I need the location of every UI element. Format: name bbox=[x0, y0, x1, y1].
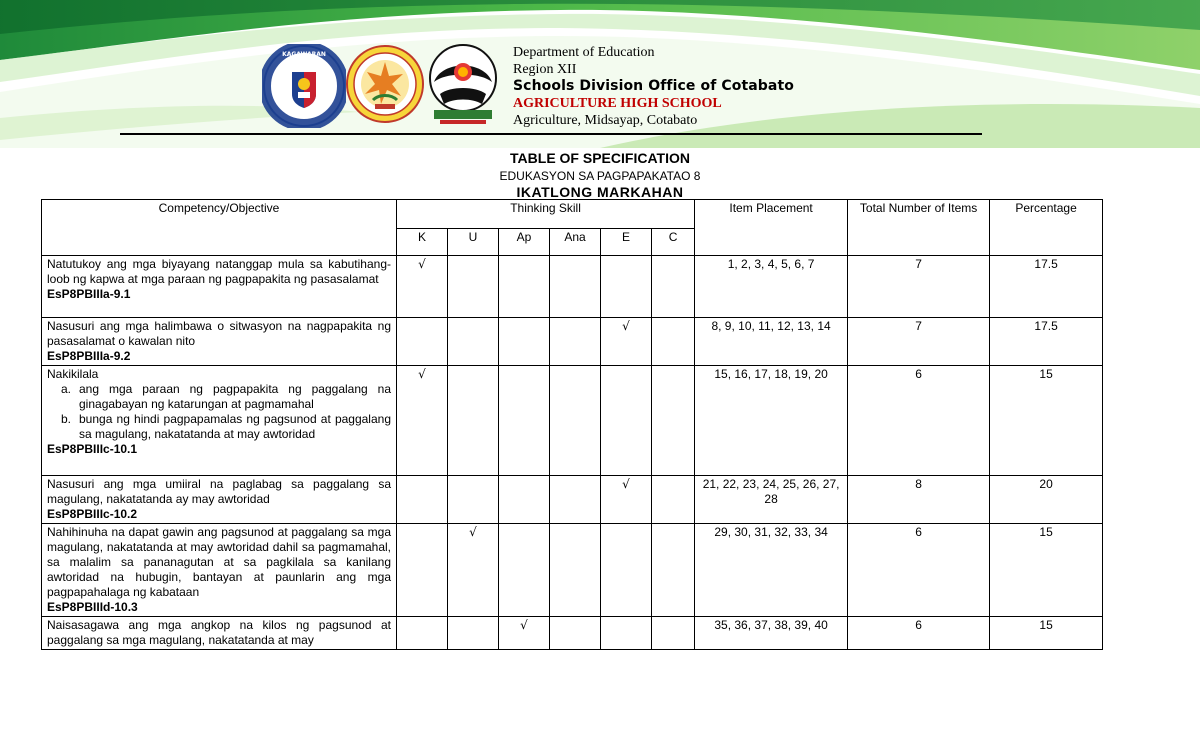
item-placement-cell: 35, 36, 37, 38, 39, 40 bbox=[695, 617, 848, 650]
total-items-cell: 6 bbox=[848, 366, 990, 476]
table-row bbox=[42, 617, 1103, 650]
header-percentage: Percentage bbox=[990, 200, 1103, 256]
item-placement-cell: 15, 16, 17, 18, 19, 20 bbox=[695, 366, 848, 476]
competency-code: EsP8PBIIIa-9.1 bbox=[47, 287, 131, 301]
header-thinking-skill: Thinking Skill bbox=[397, 200, 695, 229]
table-row bbox=[42, 524, 1103, 617]
check-mark: √ bbox=[397, 366, 448, 476]
list-marker: a. bbox=[61, 382, 72, 396]
skill-cell bbox=[652, 318, 695, 366]
percentage-cell: 17.5 bbox=[990, 318, 1103, 366]
competency-cell bbox=[42, 256, 397, 318]
department-name: Department of Education bbox=[513, 45, 655, 60]
item-placement-cell: 8, 9, 10, 11, 12, 13, 14 bbox=[695, 318, 848, 366]
competency-cell bbox=[42, 366, 397, 476]
table-row bbox=[42, 476, 1103, 524]
competency-cell bbox=[42, 318, 397, 366]
document-titles bbox=[0, 148, 1200, 200]
skill-cell bbox=[448, 617, 499, 650]
header-skill-c: C bbox=[652, 229, 695, 256]
skill-cell bbox=[550, 318, 601, 366]
skill-cell bbox=[397, 318, 448, 366]
percentage-cell: 15 bbox=[990, 366, 1103, 476]
competency-cell bbox=[42, 524, 397, 617]
item-placement-cell: 21, 22, 23, 24, 25, 26, 27, 28 bbox=[695, 476, 848, 524]
list-item bbox=[47, 382, 391, 412]
skill-cell bbox=[652, 256, 695, 318]
table-row bbox=[42, 366, 1103, 476]
skill-cell bbox=[550, 366, 601, 476]
competency-text: Naisasagawa ang mga angkop na kilos ng pagsunod at paggalang sa mga magulang, nakatatanda at may bbox=[47, 618, 391, 647]
total-items-cell: 7 bbox=[848, 256, 990, 318]
skill-cell bbox=[601, 256, 652, 318]
division-seal-icon bbox=[345, 44, 425, 124]
total-items-cell: 7 bbox=[848, 318, 990, 366]
skill-cell bbox=[448, 318, 499, 366]
skill-cell bbox=[499, 318, 550, 366]
letterhead bbox=[513, 44, 794, 129]
skill-cell bbox=[499, 256, 550, 318]
competency-cell bbox=[42, 476, 397, 524]
table-row bbox=[42, 318, 1103, 366]
total-items-cell: 8 bbox=[848, 476, 990, 524]
percentage-cell: 15 bbox=[990, 524, 1103, 617]
list-item-text: bunga ng hindi pagpapamalas ng pagsunod at paggalang sa magulang, nakatatanda at may awtoridad bbox=[79, 412, 391, 441]
skill-cell bbox=[448, 256, 499, 318]
list-marker: b. bbox=[61, 412, 72, 426]
check-mark: √ bbox=[499, 617, 550, 650]
check-mark: √ bbox=[601, 318, 652, 366]
total-items-cell: 6 bbox=[848, 524, 990, 617]
skill-cell bbox=[601, 366, 652, 476]
skill-cell bbox=[499, 524, 550, 617]
skill-cell bbox=[652, 366, 695, 476]
header-item-placement: Item Placement bbox=[695, 200, 848, 256]
skill-cell bbox=[550, 476, 601, 524]
skill-cell bbox=[550, 524, 601, 617]
specification-table bbox=[41, 199, 1103, 650]
skill-cell bbox=[550, 617, 601, 650]
skill-cell bbox=[601, 524, 652, 617]
competency-sub-list bbox=[47, 382, 391, 442]
competency-code: EsP8PBIIIc-10.2 bbox=[47, 507, 138, 521]
skill-cell bbox=[397, 476, 448, 524]
skill-cell bbox=[601, 617, 652, 650]
skill-cell bbox=[550, 256, 601, 318]
subject-title: EDUKASYON SA PAGPAPAKATAO 8 bbox=[499, 169, 701, 183]
document-title: TABLE OF SPECIFICATION bbox=[510, 150, 690, 166]
header-divider bbox=[120, 133, 982, 135]
percentage-cell: 15 bbox=[990, 617, 1103, 650]
competency-text: Nakikilala bbox=[47, 367, 99, 381]
header-competency: Competency/Objective bbox=[42, 200, 397, 256]
list-item bbox=[47, 412, 391, 442]
skill-cell bbox=[397, 617, 448, 650]
region-name: Region XII bbox=[513, 62, 577, 77]
skill-cell bbox=[652, 524, 695, 617]
header-skill-ap: Ap bbox=[499, 229, 550, 256]
header-skill-k: K bbox=[397, 229, 448, 256]
skill-cell bbox=[652, 617, 695, 650]
competency-text: Nasusuri ang mga halimbawa o sitwasyon na nagpapakita ng pasasalamat o kawalan nito bbox=[47, 319, 391, 348]
competency-text: Nasusuri ang mga umiiral na paglabag sa paggalang sa magulang, nakatatanda ay may awtoridad bbox=[47, 477, 391, 506]
check-mark: √ bbox=[601, 476, 652, 524]
item-placement-cell: 1, 2, 3, 4, 5, 6, 7 bbox=[695, 256, 848, 318]
check-mark: √ bbox=[397, 256, 448, 318]
competency-code: EsP8PBIIIa-9.2 bbox=[47, 349, 131, 363]
svg-text:KAGAWARAN: KAGAWARAN bbox=[282, 51, 326, 58]
skill-cell bbox=[652, 476, 695, 524]
check-mark: √ bbox=[448, 524, 499, 617]
skill-cell bbox=[499, 366, 550, 476]
table-row bbox=[42, 256, 1103, 318]
percentage-cell: 17.5 bbox=[990, 256, 1103, 318]
skill-cell bbox=[448, 366, 499, 476]
skill-cell bbox=[499, 476, 550, 524]
header-skill-u: U bbox=[448, 229, 499, 256]
header-skill-ana: Ana bbox=[550, 229, 601, 256]
deped-seal-icon bbox=[262, 44, 346, 128]
list-item-text: ang mga paraan ng pagpapakita ng paggalang na ginagabayan ng katarungan at pagmamahal bbox=[79, 382, 391, 411]
school-address: Agriculture, Midsayap, Cotabato bbox=[513, 113, 698, 128]
quarter-title: IKATLONG MARKAHAN bbox=[516, 184, 684, 200]
school-name: AGRICULTURE HIGH SCHOOL bbox=[513, 96, 722, 111]
competency-text: Nahihinuha na dapat gawin ang pagsunod at paggalang sa mga magulang, nakatatanda at may awtoridad dahil sa pagmamahal, sa malalim sa pananagutan at sa pagkilala sa kanilang awtoridad na hubugin, bantayan at paunlarin ang mga pagpapahalaga ng kabataan bbox=[47, 525, 391, 599]
percentage-cell: 20 bbox=[990, 476, 1103, 524]
header-banner bbox=[0, 0, 1200, 148]
total-items-cell: 6 bbox=[848, 617, 990, 650]
skill-cell bbox=[397, 524, 448, 617]
division-office-name: Schools Division Office of Cotabato bbox=[513, 78, 794, 94]
competency-code: EsP8PBIIId-10.3 bbox=[47, 600, 138, 614]
item-placement-cell: 29, 30, 31, 32, 33, 34 bbox=[695, 524, 848, 617]
skill-cell bbox=[448, 476, 499, 524]
school-logo-icon bbox=[420, 42, 506, 128]
competency-cell bbox=[42, 617, 397, 650]
competency-text: Natutukoy ang mga biyayang natanggap mula sa kabutihang-loob ng kapwa at mga paraan ng pagpapakita ng pasasalamat bbox=[47, 257, 391, 286]
header-skill-e: E bbox=[601, 229, 652, 256]
competency-code: EsP8PBIIIc-10.1 bbox=[47, 442, 138, 456]
header-total-items: Total Number of Items bbox=[848, 200, 990, 256]
